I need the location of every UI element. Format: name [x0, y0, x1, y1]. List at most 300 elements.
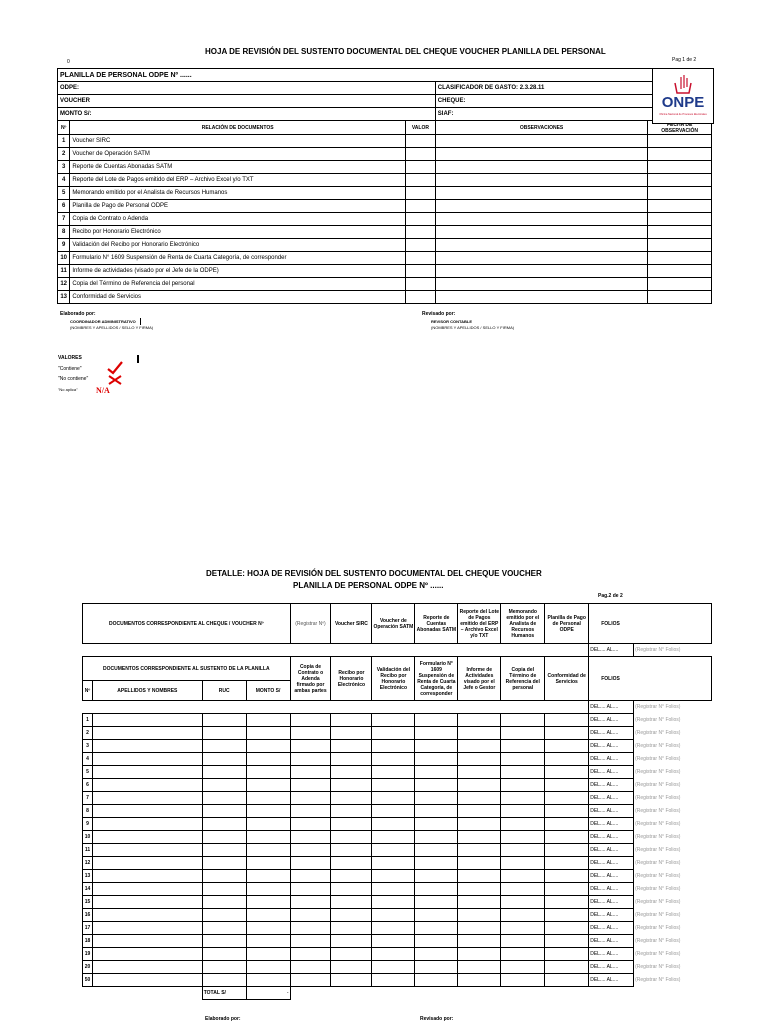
valor-cell[interactable]	[406, 239, 436, 252]
detail-cell[interactable]	[372, 831, 415, 844]
registrar-folios-cell[interactable]: (Registrar N° Folios)	[635, 769, 681, 775]
detail-cell[interactable]	[458, 779, 501, 792]
detail-cell[interactable]	[501, 740, 545, 753]
detail-cell[interactable]	[415, 714, 458, 727]
valor-cell[interactable]	[406, 174, 436, 187]
detail-cell[interactable]	[415, 870, 458, 883]
registrar-folios-cell[interactable]: (Registrar N° Folios)	[635, 756, 681, 762]
observaciones-cell[interactable]	[435, 148, 648, 161]
detail-cell[interactable]	[501, 909, 545, 922]
observaciones-cell[interactable]	[435, 239, 648, 252]
detail-cell[interactable]	[202, 818, 246, 831]
detail-cell[interactable]	[545, 792, 589, 805]
detail-cell[interactable]	[372, 870, 415, 883]
detail-cell[interactable]	[415, 727, 458, 740]
detail-cell[interactable]	[331, 844, 372, 857]
detail-cell[interactable]	[458, 974, 501, 987]
detail-cell[interactable]	[290, 948, 331, 961]
detail-cell[interactable]	[458, 792, 501, 805]
detail-cell[interactable]	[331, 961, 372, 974]
detail-cell[interactable]	[372, 922, 415, 935]
registrar-folios-cell[interactable]: (Registrar N° Folios)	[635, 847, 681, 853]
detail-cell[interactable]	[415, 818, 458, 831]
detail-cell[interactable]	[415, 909, 458, 922]
detail-cell[interactable]	[331, 948, 372, 961]
observaciones-cell[interactable]	[435, 187, 648, 200]
detail-cell[interactable]	[331, 805, 372, 818]
del-al-cell[interactable]: DEL.... AL....	[589, 961, 634, 974]
detail-cell[interactable]	[331, 870, 372, 883]
fecha-cell[interactable]	[648, 252, 712, 265]
registrar-folios-cell[interactable]: (Registrar N° Folios)	[635, 873, 681, 879]
detail-cell[interactable]	[290, 896, 331, 909]
detail-cell[interactable]	[202, 961, 246, 974]
detail-cell[interactable]	[331, 935, 372, 948]
detail-cell[interactable]	[246, 935, 290, 948]
detail-cell[interactable]	[246, 792, 290, 805]
detail-cell[interactable]	[545, 753, 589, 766]
detail-cell[interactable]	[501, 727, 545, 740]
del-al-cell[interactable]: DEL.... AL....	[589, 701, 634, 714]
detail-cell[interactable]	[331, 792, 372, 805]
detail-cell[interactable]	[501, 974, 545, 987]
detail-cell[interactable]	[202, 896, 246, 909]
detail-cell[interactable]	[372, 896, 415, 909]
registrar-folios-cell[interactable]: (Registrar N° Folios)	[635, 834, 681, 840]
detail-cell[interactable]	[372, 974, 415, 987]
monto-field[interactable]: MONTO S/:	[58, 108, 436, 121]
detail-cell[interactable]	[202, 922, 246, 935]
fecha-cell[interactable]	[648, 161, 712, 174]
detail-cell[interactable]	[331, 766, 372, 779]
detail-cell[interactable]	[92, 779, 202, 792]
detail-cell[interactable]	[372, 961, 415, 974]
detail-cell[interactable]	[202, 831, 246, 844]
del-al-cell[interactable]: DEL.... AL....	[589, 753, 634, 766]
detail-cell[interactable]	[458, 844, 501, 857]
detail-cell[interactable]	[202, 844, 246, 857]
del-al-cell[interactable]: DEL.... AL....	[589, 974, 634, 987]
detail-cell[interactable]	[331, 883, 372, 896]
detail-cell[interactable]	[372, 818, 415, 831]
valor-cell[interactable]	[406, 265, 436, 278]
detail-cell[interactable]	[372, 753, 415, 766]
detail-cell[interactable]	[246, 727, 290, 740]
detail-cell[interactable]	[415, 935, 458, 948]
detail-cell[interactable]	[458, 909, 501, 922]
registrar-cell[interactable]: (Registrar Nº)	[290, 604, 331, 644]
detail-cell[interactable]	[545, 922, 589, 935]
detail-cell[interactable]	[458, 961, 501, 974]
detail-cell[interactable]	[202, 766, 246, 779]
valor-cell[interactable]	[406, 278, 436, 291]
detail-cell[interactable]	[202, 714, 246, 727]
detail-cell[interactable]	[372, 740, 415, 753]
detail-cell[interactable]	[202, 974, 246, 987]
fecha-cell[interactable]	[648, 135, 712, 148]
fecha-cell[interactable]	[648, 148, 712, 161]
detail-cell[interactable]	[545, 714, 589, 727]
detail-cell[interactable]	[372, 805, 415, 818]
detail-cell[interactable]	[458, 714, 501, 727]
valor-cell[interactable]	[406, 187, 436, 200]
detail-cell[interactable]	[372, 792, 415, 805]
detail-cell[interactable]	[415, 831, 458, 844]
detail-cell[interactable]	[331, 740, 372, 753]
detail-cell[interactable]	[246, 818, 290, 831]
del-al-cell[interactable]: DEL.... AL....	[589, 844, 634, 857]
detail-cell[interactable]	[331, 922, 372, 935]
detail-cell[interactable]	[202, 740, 246, 753]
detail-cell[interactable]	[92, 896, 202, 909]
detail-cell[interactable]	[202, 909, 246, 922]
detail-cell[interactable]	[501, 792, 545, 805]
detail-cell[interactable]	[372, 766, 415, 779]
registrar-folios-cell[interactable]: (Registrar N° Folios)	[635, 743, 681, 749]
fecha-cell[interactable]	[648, 174, 712, 187]
del-al-cell[interactable]: DEL.... AL....	[589, 883, 634, 896]
detail-cell[interactable]	[202, 727, 246, 740]
detail-cell[interactable]	[202, 870, 246, 883]
detail-cell[interactable]	[290, 753, 331, 766]
observaciones-cell[interactable]	[435, 174, 648, 187]
detail-cell[interactable]	[501, 805, 545, 818]
detail-cell[interactable]	[92, 766, 202, 779]
siaf-field[interactable]: SIAF:	[435, 108, 711, 121]
detail-cell[interactable]	[501, 766, 545, 779]
detail-cell[interactable]	[246, 870, 290, 883]
detail-cell[interactable]	[290, 727, 331, 740]
del-al-cell[interactable]: DEL.... AL....	[589, 948, 634, 961]
del-al-cell[interactable]: DEL.... AL....	[589, 935, 634, 948]
registrar-folios-cell[interactable]: (Registrar N° Folios)	[635, 938, 681, 944]
detail-cell[interactable]	[331, 896, 372, 909]
del-al-cell[interactable]: DEL.... AL....	[589, 831, 634, 844]
detail-cell[interactable]	[545, 779, 589, 792]
registrar-folios-cell[interactable]: (Registrar N° Folios)	[635, 912, 681, 918]
registrar-folios-cell[interactable]: (Registrar N° Folios)	[635, 886, 681, 892]
detail-cell[interactable]	[246, 974, 290, 987]
registrar-folios-cell[interactable]: (Registrar N° Folios)	[635, 925, 681, 931]
detail-cell[interactable]	[458, 896, 501, 909]
detail-cell[interactable]	[501, 883, 545, 896]
detail-cell[interactable]	[246, 740, 290, 753]
detail-cell[interactable]	[92, 727, 202, 740]
detail-cell[interactable]	[246, 883, 290, 896]
detail-cell[interactable]	[372, 844, 415, 857]
detail-cell[interactable]	[92, 948, 202, 961]
registrar-folios-cell[interactable]: (Registrar N° Folios)	[635, 795, 681, 801]
detail-cell[interactable]	[372, 948, 415, 961]
detail-cell[interactable]	[246, 831, 290, 844]
detail-cell[interactable]	[458, 766, 501, 779]
detail-cell[interactable]	[501, 779, 545, 792]
detail-cell[interactable]	[372, 883, 415, 896]
del-al-cell[interactable]: DEL.... AL....	[589, 644, 634, 657]
detail-cell[interactable]	[92, 974, 202, 987]
registrar-folios-cell[interactable]: (Registrar N° Folios)	[635, 704, 681, 711]
fecha-cell[interactable]	[648, 265, 712, 278]
del-al-cell[interactable]: DEL.... AL....	[589, 909, 634, 922]
fecha-cell[interactable]	[648, 213, 712, 226]
detail-cell[interactable]	[372, 935, 415, 948]
registrar-folios-cell[interactable]: (Registrar N° Folios)	[635, 951, 681, 957]
detail-cell[interactable]	[415, 922, 458, 935]
detail-cell[interactable]	[501, 714, 545, 727]
detail-cell[interactable]	[290, 935, 331, 948]
detail-cell[interactable]	[545, 844, 589, 857]
observaciones-cell[interactable]	[435, 213, 648, 226]
del-al-cell[interactable]: DEL.... AL....	[589, 818, 634, 831]
registrar-folios-cell[interactable]: (Registrar N° Folios)	[635, 821, 681, 827]
detail-cell[interactable]	[545, 831, 589, 844]
detail-cell[interactable]	[458, 857, 501, 870]
detail-cell[interactable]	[92, 961, 202, 974]
detail-cell[interactable]	[545, 805, 589, 818]
registrar-folios-cell[interactable]: (Registrar N° Folios)	[635, 717, 681, 723]
detail-cell[interactable]	[246, 766, 290, 779]
detail-cell[interactable]	[290, 831, 331, 844]
detail-cell[interactable]	[458, 883, 501, 896]
detail-cell[interactable]	[202, 857, 246, 870]
detail-cell[interactable]	[415, 961, 458, 974]
detail-cell[interactable]	[92, 870, 202, 883]
detail-cell[interactable]	[246, 922, 290, 935]
del-al-cell[interactable]: DEL.... AL....	[589, 792, 634, 805]
detail-cell[interactable]	[92, 805, 202, 818]
del-al-cell[interactable]: DEL.... AL....	[589, 766, 634, 779]
detail-cell[interactable]	[458, 922, 501, 935]
del-al-cell[interactable]: DEL.... AL....	[589, 727, 634, 740]
detail-cell[interactable]	[246, 896, 290, 909]
detail-cell[interactable]	[545, 740, 589, 753]
observaciones-cell[interactable]	[435, 265, 648, 278]
registrar-folios-cell[interactable]: (Registrar N° Folios)	[635, 860, 681, 866]
detail-cell[interactable]	[290, 792, 331, 805]
detail-cell[interactable]	[246, 753, 290, 766]
detail-cell[interactable]	[290, 922, 331, 935]
detail-cell[interactable]	[92, 844, 202, 857]
registrar-folios-cell[interactable]: (Registrar N° Folios)	[635, 782, 681, 788]
detail-cell[interactable]	[331, 779, 372, 792]
detail-cell[interactable]	[372, 857, 415, 870]
valor-cell[interactable]	[406, 135, 436, 148]
detail-cell[interactable]	[290, 870, 331, 883]
detail-cell[interactable]	[92, 740, 202, 753]
observaciones-cell[interactable]	[435, 161, 648, 174]
detail-cell[interactable]	[372, 909, 415, 922]
detail-cell[interactable]	[202, 935, 246, 948]
detail-cell[interactable]	[545, 883, 589, 896]
detail-cell[interactable]	[331, 818, 372, 831]
detail-cell[interactable]	[290, 974, 331, 987]
detail-cell[interactable]	[290, 883, 331, 896]
detail-cell[interactable]	[458, 948, 501, 961]
detail-cell[interactable]	[501, 948, 545, 961]
detail-cell[interactable]	[458, 740, 501, 753]
detail-cell[interactable]	[501, 961, 545, 974]
detail-cell[interactable]	[545, 909, 589, 922]
detail-cell[interactable]	[92, 883, 202, 896]
voucher-field[interactable]: VOUCHER	[58, 95, 436, 108]
detail-cell[interactable]	[415, 805, 458, 818]
detail-cell[interactable]	[372, 714, 415, 727]
detail-cell[interactable]	[458, 870, 501, 883]
valor-cell[interactable]	[406, 291, 436, 304]
registrar-folios-cell[interactable]: (Registrar N° Folios)	[635, 964, 681, 970]
detail-cell[interactable]	[415, 792, 458, 805]
valor-cell[interactable]	[406, 252, 436, 265]
detail-cell[interactable]	[458, 805, 501, 818]
del-al-cell[interactable]: DEL.... AL....	[589, 714, 634, 727]
detail-cell[interactable]	[415, 740, 458, 753]
valor-cell[interactable]	[406, 148, 436, 161]
detail-cell[interactable]	[290, 805, 331, 818]
del-al-cell[interactable]: DEL.... AL....	[589, 857, 634, 870]
detail-cell[interactable]	[290, 909, 331, 922]
detail-cell[interactable]	[458, 753, 501, 766]
fecha-cell[interactable]	[648, 278, 712, 291]
detail-cell[interactable]	[372, 727, 415, 740]
detail-cell[interactable]	[290, 961, 331, 974]
observaciones-cell[interactable]	[435, 252, 648, 265]
detail-cell[interactable]	[545, 961, 589, 974]
observaciones-cell[interactable]	[435, 200, 648, 213]
detail-cell[interactable]	[92, 922, 202, 935]
detail-cell[interactable]	[501, 870, 545, 883]
detail-cell[interactable]	[501, 844, 545, 857]
detail-cell[interactable]	[246, 948, 290, 961]
del-al-cell[interactable]: DEL.... AL....	[589, 779, 634, 792]
detail-cell[interactable]	[290, 818, 331, 831]
detail-cell[interactable]	[290, 766, 331, 779]
detail-cell[interactable]	[246, 844, 290, 857]
del-al-cell[interactable]: DEL.... AL....	[589, 870, 634, 883]
detail-cell[interactable]	[545, 870, 589, 883]
detail-cell[interactable]	[331, 974, 372, 987]
detail-cell[interactable]	[290, 740, 331, 753]
detail-cell[interactable]	[415, 883, 458, 896]
detail-cell[interactable]	[290, 714, 331, 727]
del-al-cell[interactable]: DEL.... AL....	[589, 740, 634, 753]
detail-cell[interactable]	[545, 896, 589, 909]
detail-cell[interactable]	[372, 779, 415, 792]
observaciones-cell[interactable]	[435, 291, 648, 304]
detail-cell[interactable]	[501, 922, 545, 935]
detail-cell[interactable]	[545, 974, 589, 987]
detail-cell[interactable]	[501, 857, 545, 870]
cheque-field[interactable]: CHEQUE:	[435, 95, 711, 108]
valor-cell[interactable]	[406, 200, 436, 213]
del-al-cell[interactable]: DEL.... AL....	[589, 896, 634, 909]
valor-cell[interactable]	[406, 226, 436, 239]
registrar-folios-cell[interactable]: (Registrar N° Folios)	[635, 899, 681, 905]
detail-cell[interactable]	[331, 909, 372, 922]
registrar-folios-cell[interactable]: (Registrar N° Folios)	[635, 808, 681, 814]
detail-cell[interactable]	[92, 753, 202, 766]
observaciones-cell[interactable]	[435, 226, 648, 239]
odpe-field[interactable]: ODPE:	[58, 82, 436, 95]
detail-cell[interactable]	[246, 857, 290, 870]
detail-cell[interactable]	[331, 831, 372, 844]
detail-cell[interactable]	[415, 844, 458, 857]
detail-cell[interactable]	[290, 857, 331, 870]
registrar-folios-cell[interactable]: (Registrar N° Folios)	[635, 730, 681, 736]
detail-cell[interactable]	[415, 753, 458, 766]
detail-cell[interactable]	[415, 766, 458, 779]
observaciones-cell[interactable]	[435, 278, 648, 291]
detail-cell[interactable]	[246, 909, 290, 922]
detail-cell[interactable]	[92, 935, 202, 948]
detail-cell[interactable]	[290, 844, 331, 857]
detail-cell[interactable]	[92, 909, 202, 922]
detail-cell[interactable]	[501, 818, 545, 831]
detail-cell[interactable]	[415, 779, 458, 792]
detail-cell[interactable]	[246, 714, 290, 727]
detail-cell[interactable]	[545, 766, 589, 779]
detail-cell[interactable]	[246, 805, 290, 818]
detail-cell[interactable]	[415, 948, 458, 961]
detail-cell[interactable]	[545, 818, 589, 831]
valor-cell[interactable]	[406, 213, 436, 226]
detail-cell[interactable]	[331, 753, 372, 766]
del-al-cell[interactable]: DEL.... AL....	[589, 805, 634, 818]
fecha-cell[interactable]	[648, 226, 712, 239]
detail-cell[interactable]	[415, 857, 458, 870]
valor-cell[interactable]	[406, 161, 436, 174]
detail-cell[interactable]	[202, 948, 246, 961]
detail-cell[interactable]	[246, 961, 290, 974]
detail-cell[interactable]	[458, 818, 501, 831]
detail-cell[interactable]	[331, 857, 372, 870]
fecha-cell[interactable]	[648, 200, 712, 213]
detail-cell[interactable]	[202, 805, 246, 818]
registrar-folios-cell[interactable]: (Registrar N° Folios)	[635, 647, 681, 653]
detail-cell[interactable]	[545, 727, 589, 740]
planilla-field[interactable]: PLANILLA DE PERSONAL ODPE Nº ......	[58, 69, 712, 82]
detail-cell[interactable]	[92, 792, 202, 805]
detail-cell[interactable]	[458, 935, 501, 948]
detail-cell[interactable]	[92, 831, 202, 844]
del-al-cell[interactable]: DEL.... AL....	[589, 922, 634, 935]
detail-cell[interactable]	[331, 727, 372, 740]
detail-cell[interactable]	[458, 727, 501, 740]
detail-cell[interactable]	[92, 857, 202, 870]
detail-cell[interactable]	[501, 935, 545, 948]
detail-cell[interactable]	[290, 779, 331, 792]
detail-cell[interactable]	[202, 883, 246, 896]
detail-cell[interactable]	[202, 753, 246, 766]
detail-cell[interactable]	[202, 779, 246, 792]
detail-cell[interactable]	[92, 818, 202, 831]
detail-cell[interactable]	[92, 714, 202, 727]
detail-cell[interactable]	[415, 896, 458, 909]
detail-cell[interactable]	[501, 753, 545, 766]
detail-cell[interactable]	[545, 935, 589, 948]
fecha-cell[interactable]	[648, 187, 712, 200]
detail-cell[interactable]	[246, 779, 290, 792]
fecha-cell[interactable]	[648, 239, 712, 252]
detail-cell[interactable]	[501, 831, 545, 844]
detail-cell[interactable]	[545, 857, 589, 870]
detail-cell[interactable]	[415, 974, 458, 987]
registrar-folios-cell[interactable]: (Registrar N° Folios)	[635, 977, 681, 983]
detail-cell[interactable]	[202, 792, 246, 805]
fecha-cell[interactable]	[648, 291, 712, 304]
detail-cell[interactable]	[331, 714, 372, 727]
detail-cell[interactable]	[545, 948, 589, 961]
detail-cell[interactable]	[501, 896, 545, 909]
